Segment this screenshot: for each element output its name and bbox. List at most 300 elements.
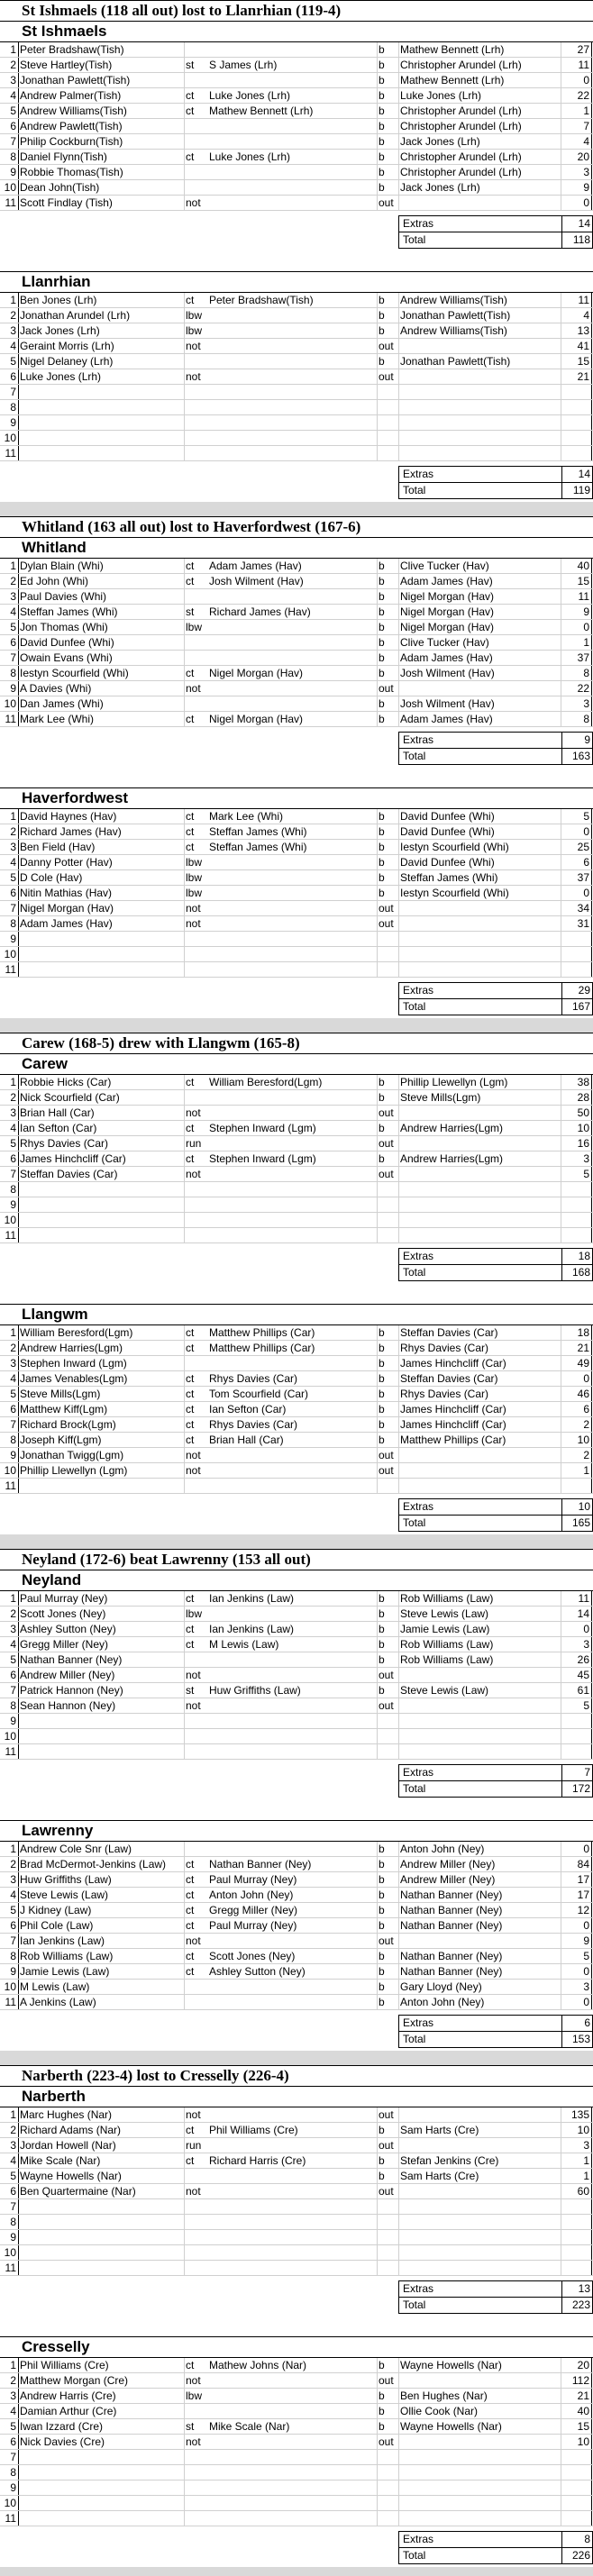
- batting-row: [0, 1591, 593, 1607]
- extras-value: 14: [578, 217, 590, 230]
- dismissal-type: ct: [186, 89, 195, 102]
- bowled-marker: [379, 1744, 398, 1759]
- team-name: [0, 1304, 593, 1324]
- team-name: [0, 2086, 593, 2107]
- bowler-name: [400, 681, 562, 696]
- bowled-marker: b: [379, 1653, 385, 1666]
- total-value: 226: [571, 2549, 590, 2562]
- bowled-marker: b: [379, 590, 385, 603]
- bowler-name: Rhys Davies (Car): [400, 1388, 489, 1400]
- batsman-name: Mike Scale (Nar): [20, 2154, 101, 2167]
- dismissal-type: not: [186, 196, 201, 209]
- batting-table: [0, 1841, 593, 2010]
- batsman-name: M Lewis (Law): [20, 1980, 90, 1993]
- fielder-name: [209, 196, 375, 210]
- batsman-name: Adam James (Hav): [20, 917, 113, 930]
- dismissal-type: [186, 1714, 209, 1728]
- bowler-name: Steffan Davies (Car): [400, 1326, 498, 1339]
- fielder-name: [209, 962, 375, 977]
- batting-position: 2: [10, 59, 16, 71]
- bowled-marker: b: [379, 59, 385, 71]
- dismissal-type: ct: [186, 1919, 195, 1932]
- batsman-name: [20, 385, 184, 399]
- total-label: Total: [403, 1516, 426, 1529]
- fielder-name: [209, 73, 375, 87]
- bowler-name: Clive Tucker (Hav): [400, 636, 489, 649]
- fielder-name: [209, 415, 375, 430]
- batting-row: [0, 2496, 593, 2511]
- runs-scored: [562, 1182, 589, 1197]
- dismissal-type: not: [186, 1699, 201, 1712]
- batting-position: 5: [10, 2170, 16, 2182]
- fielder-name: [209, 1980, 375, 1994]
- runs-scored: [562, 962, 589, 977]
- bowled-marker: [379, 932, 398, 946]
- batting-row: [0, 712, 593, 727]
- dismissal-type: not: [186, 1449, 201, 1461]
- runs-scored: 17: [577, 1889, 589, 1901]
- bowled-marker: b: [379, 621, 385, 633]
- batsman-name: Dean John(Tish): [20, 181, 100, 194]
- batting-position: 3: [10, 74, 16, 86]
- bowled-marker: b: [379, 1996, 385, 2008]
- runs-scored: 2: [583, 1449, 589, 1461]
- bowler-name: [400, 2230, 562, 2244]
- fielder-name: Luke Jones (Lrh): [209, 89, 291, 102]
- batsman-name: [20, 1182, 184, 1197]
- runs-scored: 15: [577, 2420, 589, 2433]
- fielder-name: [209, 1698, 375, 1713]
- batting-position: 7: [10, 1168, 16, 1180]
- fielder-name: [209, 2435, 375, 2449]
- fielder-name: Mark Lee (Whi): [209, 810, 284, 823]
- fielder-name: Paul Murray (Ney): [209, 1873, 297, 1886]
- dismissal-type: lbw: [186, 887, 203, 899]
- batting-position: 11: [5, 447, 16, 460]
- runs-scored: 60: [577, 2185, 589, 2198]
- totals-box: [398, 1498, 593, 1532]
- bowler-name: Jack Jones (Lrh): [400, 135, 480, 148]
- batting-row: [0, 947, 593, 962]
- fielder-name: [209, 870, 375, 885]
- runs-scored: 1: [583, 2154, 589, 2167]
- batsman-name: Danny Potter (Hav): [20, 856, 113, 869]
- team-name-text: Narberth: [22, 2088, 86, 2105]
- fielder-name: [209, 1182, 375, 1197]
- bowled-marker: b: [379, 697, 385, 710]
- batting-table: [0, 808, 593, 978]
- bowled-marker: b: [379, 667, 385, 679]
- batsman-name: Andrew Harris (Cre): [20, 2389, 116, 2402]
- fielder-name: Mike Scale (Nar): [209, 2420, 290, 2433]
- batting-row: [0, 1888, 593, 1903]
- bowled-marker: b: [379, 1152, 385, 1165]
- bowler-name: Josh Wilment (Hav): [400, 667, 495, 679]
- batting-row: [0, 962, 593, 978]
- total-row: [399, 1265, 592, 1280]
- batsman-name: [20, 446, 184, 460]
- batting-position: 7: [10, 386, 16, 398]
- fielder-name: [209, 2511, 375, 2526]
- batting-position: 5: [10, 1904, 16, 1916]
- batting-position: 11: [5, 713, 16, 725]
- batsman-name: Robbie Thomas(Tish): [20, 166, 123, 178]
- batsman-name: Steve Mills(Lgm): [20, 1388, 101, 1400]
- bowler-name: James Hinchcliff (Car): [400, 1418, 506, 1431]
- batsman-name: [20, 1714, 184, 1728]
- fielder-name: [209, 1106, 375, 1120]
- batsman-name: Paul Davies (Whi): [20, 590, 107, 603]
- fielder-name: [209, 354, 375, 369]
- bowled-marker: [379, 1714, 398, 1728]
- batsman-name: Dylan Blain (Whi): [20, 560, 104, 572]
- bowler-name: Ben Hughes (Nar): [400, 2389, 488, 2402]
- batting-position: 6: [10, 1919, 16, 1932]
- runs-scored: 84: [577, 1858, 589, 1871]
- batsman-name: [20, 1197, 184, 1212]
- batsman-name: [20, 1213, 184, 1227]
- dismissal-type: [186, 962, 209, 977]
- runs-scored: 13: [577, 324, 589, 337]
- batting-position: 11: [5, 963, 16, 976]
- bowler-name: [400, 400, 562, 414]
- runs-scored: [562, 2496, 589, 2510]
- batting-row: [0, 1744, 593, 1760]
- match-title: [0, 0, 593, 21]
- bowled-marker: b: [379, 105, 385, 117]
- fielder-name: Rhys Davies (Car): [209, 1372, 298, 1385]
- runs-scored: 21: [577, 370, 589, 383]
- batting-position: 10: [4, 1980, 16, 1993]
- bowled-marker: b: [379, 2420, 385, 2433]
- bowler-name: [400, 1668, 562, 1682]
- dismissal-type: lbw: [186, 856, 203, 869]
- batsman-name: Jonathan Twigg(Lgm): [20, 1449, 124, 1461]
- bowler-name: Clive Tucker (Hav): [400, 560, 489, 572]
- bowled-marker: b: [379, 1843, 385, 1855]
- batsman-name: David Dunfee (Whi): [20, 636, 114, 649]
- runs-scored: 38: [577, 1076, 589, 1088]
- bowled-marker: b: [379, 1904, 385, 1916]
- dismissal-type: ct: [186, 575, 195, 587]
- match-separator: [0, 2567, 593, 2576]
- batting-row: [0, 1934, 593, 1949]
- runs-scored: 4: [583, 135, 589, 148]
- bowler-name: [400, 1213, 562, 1227]
- total-label: Total: [403, 1000, 426, 1013]
- batting-position: 11: [5, 1745, 16, 1758]
- extras-label: Extras: [403, 2533, 434, 2545]
- batting-row: [0, 635, 593, 651]
- dismissal-type: not: [186, 2185, 201, 2198]
- batting-row: [0, 2419, 593, 2435]
- runs-scored: 4: [583, 309, 589, 322]
- total-row: [399, 999, 592, 1015]
- batting-row: [0, 431, 593, 446]
- bowled-marker: b: [379, 43, 385, 56]
- bowler-name: [400, 339, 562, 353]
- fielder-name: Ian Sefton (Car): [209, 1403, 287, 1415]
- runs-scored: 16: [577, 1137, 589, 1150]
- bowled-marker: [379, 385, 398, 399]
- dismissal-type: run: [186, 1137, 202, 1150]
- batsman-name: James Venables(Lgm): [20, 1372, 128, 1385]
- batting-position: 6: [10, 370, 16, 383]
- runs-scored: 9: [583, 605, 589, 618]
- batsman-name: Sean Hannon (Ney): [20, 1699, 116, 1712]
- bowled-marker: out: [379, 1669, 394, 1681]
- batting-row: [0, 1698, 593, 1714]
- dismissal-type: lbw: [186, 2389, 203, 2402]
- bowler-name: James Hinchcliff (Car): [400, 1357, 506, 1370]
- batting-row: [0, 886, 593, 901]
- fielder-name: [209, 2184, 375, 2198]
- dismissal-type: not: [186, 1168, 201, 1180]
- total-label: Total: [403, 2033, 426, 2045]
- runs-scored: [562, 2465, 589, 2480]
- runs-scored: 21: [577, 1342, 589, 1354]
- batting-row: [0, 1903, 593, 1918]
- bowled-marker: b: [379, 1357, 385, 1370]
- fielder-name: [209, 2450, 375, 2464]
- dismissal-type: not: [186, 2108, 201, 2121]
- batsman-name: [20, 2230, 184, 2244]
- batsman-name: Nick Scourfield (Car): [20, 1091, 120, 1104]
- total-row: [399, 2032, 592, 2047]
- bowled-marker: b: [379, 1873, 385, 1886]
- batting-row: [0, 1857, 593, 1872]
- dismissal-type: [186, 947, 209, 961]
- batsman-name: Brad McDermot-Jenkins (Law): [20, 1858, 167, 1871]
- dismissal-type: [186, 1356, 209, 1370]
- batsman-name: [20, 2450, 184, 2464]
- batting-position: 1: [10, 1592, 16, 1605]
- bowler-name: Steve Lewis (Law): [400, 1684, 489, 1697]
- batsman-name: Ben Field (Hav): [20, 841, 96, 853]
- bowler-name: [400, 901, 562, 915]
- dismissal-type: lbw: [186, 324, 203, 337]
- bowler-name: Andrew Harries(Lgm): [400, 1152, 504, 1165]
- batting-position: 5: [10, 871, 16, 884]
- bowled-marker: b: [379, 825, 385, 838]
- batsman-name: Iestyn Scourfield (Whi): [20, 667, 129, 679]
- total-label: Total: [403, 1266, 426, 1279]
- total-label: Total: [403, 2549, 426, 2562]
- runs-scored: 61: [577, 1684, 589, 1697]
- batting-row: [0, 2107, 593, 2123]
- dismissal-type: [186, 2199, 209, 2214]
- batting-row: [0, 605, 593, 620]
- batsman-name: Nigel Delaney (Lrh): [20, 355, 114, 368]
- fielder-name: [209, 1744, 375, 1759]
- batting-position: 1: [10, 294, 16, 306]
- bowler-name: Rob Williams (Law): [400, 1638, 494, 1651]
- runs-scored: 8: [583, 713, 589, 725]
- batsman-name: Jack Jones (Lrh): [20, 324, 100, 337]
- runs-scored: 3: [583, 166, 589, 178]
- batsman-name: Mark Lee (Whi): [20, 713, 95, 725]
- batting-position: 3: [10, 1106, 16, 1119]
- dismissal-type: ct: [186, 1342, 195, 1354]
- batting-position: 2: [10, 575, 16, 587]
- bowled-marker: [379, 1197, 398, 1212]
- dismissal-type: not: [186, 340, 201, 352]
- bowler-name: [400, 2261, 562, 2275]
- bowler-name: David Dunfee (Whi): [400, 856, 495, 869]
- extras-value: 18: [578, 1250, 590, 1262]
- total-value: 168: [571, 1266, 590, 1279]
- batting-row: [0, 1918, 593, 1934]
- fielder-name: [209, 2107, 375, 2122]
- batting-position: 7: [10, 1418, 16, 1431]
- totals-box: [398, 2280, 593, 2314]
- batting-position: 6: [10, 887, 16, 899]
- runs-scored: [562, 431, 589, 445]
- bowler-name: [400, 2496, 562, 2510]
- bowled-marker: b: [379, 2170, 385, 2182]
- batting-row: [0, 385, 593, 400]
- dismissal-type: ct: [186, 1623, 195, 1635]
- dismissal-type: [186, 446, 209, 460]
- batsman-name: Richard Adams (Nar): [20, 2124, 122, 2136]
- bowler-name: Steffan Davies (Car): [400, 1372, 498, 1385]
- batting-position: 2: [10, 1858, 16, 1871]
- match-separator: [0, 502, 593, 516]
- batting-row: [0, 589, 593, 605]
- runs-scored: [562, 1228, 589, 1242]
- bowled-marker: b: [379, 887, 385, 899]
- runs-scored: 40: [577, 2405, 589, 2417]
- batting-position: 9: [10, 1715, 16, 1727]
- runs-scored: 8: [583, 667, 589, 679]
- bowler-name: James Hinchcliff (Car): [400, 1403, 506, 1415]
- fielder-name: [209, 651, 375, 665]
- batsman-name: Rhys Davies (Car): [20, 1137, 109, 1150]
- fielder-name: Stephen Inward (Lgm): [209, 1152, 316, 1165]
- batsman-name: William Beresford(Lgm): [20, 1326, 133, 1339]
- runs-scored: 6: [583, 856, 589, 869]
- dismissal-type: ct: [186, 841, 195, 853]
- batting-row: [0, 1463, 593, 1479]
- dismissal-type: [186, 2245, 209, 2260]
- batting-position: 9: [10, 2481, 16, 2494]
- bowled-marker: b: [379, 1684, 385, 1697]
- bowled-marker: b: [379, 1326, 385, 1339]
- runs-scored: 10: [577, 2124, 589, 2136]
- runs-scored: 0: [583, 196, 589, 209]
- batting-row: [0, 1433, 593, 1448]
- bowler-name: Christopher Arundel (Lrh): [400, 166, 522, 178]
- dismissal-type: [186, 42, 209, 57]
- batting-position: 9: [10, 166, 16, 178]
- bowler-name: [400, 1729, 562, 1743]
- runs-scored: 5: [583, 1168, 589, 1180]
- runs-scored: 20: [577, 150, 589, 163]
- batsman-name: [20, 962, 184, 977]
- batting-position: 9: [10, 1449, 16, 1461]
- fielder-name: [209, 1842, 375, 1856]
- dismissal-type: ct: [186, 1388, 195, 1400]
- dismissal-type: [186, 1479, 209, 1493]
- bowled-marker: out: [379, 2435, 394, 2448]
- batsman-name: Jon Thomas (Whi): [20, 621, 108, 633]
- bowler-name: Andrew Harries(Lgm): [400, 1122, 504, 1134]
- dismissal-type: ct: [186, 2124, 195, 2136]
- batting-row: [0, 1341, 593, 1356]
- fielder-name: Phil Williams (Cre): [209, 2124, 298, 2136]
- batting-table: [0, 1324, 593, 1494]
- extras-value: 13: [578, 2282, 590, 2295]
- batting-row: [0, 1668, 593, 1683]
- totals-box: [398, 982, 593, 1015]
- bowled-marker: b: [379, 1592, 385, 1605]
- fielder-name: [209, 165, 375, 179]
- batting-position: 7: [10, 135, 16, 148]
- bowled-marker: b: [379, 309, 385, 322]
- batting-position: 10: [4, 1730, 16, 1743]
- bowled-marker: [379, 1479, 398, 1493]
- bowler-name: Andrew Williams(Tish): [400, 324, 507, 337]
- match-separator: [0, 1534, 593, 1549]
- fielder-name: Paul Murray (Ney): [209, 1919, 297, 1932]
- batting-position: 1: [10, 1326, 16, 1339]
- extras-row: [399, 2016, 592, 2032]
- dismissal-type: [186, 431, 209, 445]
- batsman-name: J Kidney (Law): [20, 1904, 92, 1916]
- runs-scored: [562, 415, 589, 430]
- bowled-marker: b: [379, 1965, 385, 1978]
- batting-table: [0, 2357, 593, 2526]
- dismissal-type: [186, 73, 209, 87]
- batting-row: [0, 1228, 593, 1243]
- fielder-name: [209, 947, 375, 961]
- batsman-name: Ian Sefton (Car): [20, 1122, 97, 1134]
- batting-row: [0, 2138, 593, 2153]
- bowler-name: [400, 962, 562, 977]
- runs-scored: 0: [583, 1372, 589, 1385]
- batting-position: 9: [10, 416, 16, 429]
- dismissal-type: lbw: [186, 621, 203, 633]
- fielder-name: [209, 589, 375, 604]
- bowler-name: Ollie Cook (Nar): [400, 2405, 479, 2417]
- bowler-name: Wayne Howells (Nar): [400, 2359, 502, 2371]
- batting-row: [0, 2373, 593, 2389]
- team-name: [0, 537, 593, 558]
- batting-position: 4: [10, 340, 16, 352]
- batting-position: 4: [10, 2405, 16, 2417]
- batsman-name: Ben Jones (Lrh): [20, 294, 97, 306]
- batsman-name: Jordan Howell (Nar): [20, 2139, 116, 2152]
- batting-position: 10: [4, 432, 16, 444]
- bowled-marker: out: [379, 917, 394, 930]
- dismissal-type: [186, 165, 209, 179]
- bowler-name: Rhys Davies (Car): [400, 1342, 489, 1354]
- bowled-marker: b: [379, 2405, 385, 2417]
- batting-row: [0, 369, 593, 385]
- batsman-name: A Davies (Whi): [20, 682, 92, 695]
- bowled-marker: b: [379, 713, 385, 725]
- runs-scored: 17: [577, 1873, 589, 1886]
- fielder-name: M Lewis (Law): [209, 1638, 279, 1651]
- fielder-name: Gregg Miller (Ney): [209, 1904, 298, 1916]
- fielder-name: Nigel Morgan (Hav): [209, 713, 304, 725]
- bowled-marker: b: [379, 2124, 385, 2136]
- runs-scored: 1: [583, 636, 589, 649]
- dismissal-type: [186, 1729, 209, 1743]
- fielder-name: [209, 620, 375, 634]
- dismissal-type: ct: [186, 1904, 195, 1916]
- runs-scored: [562, 1479, 589, 1493]
